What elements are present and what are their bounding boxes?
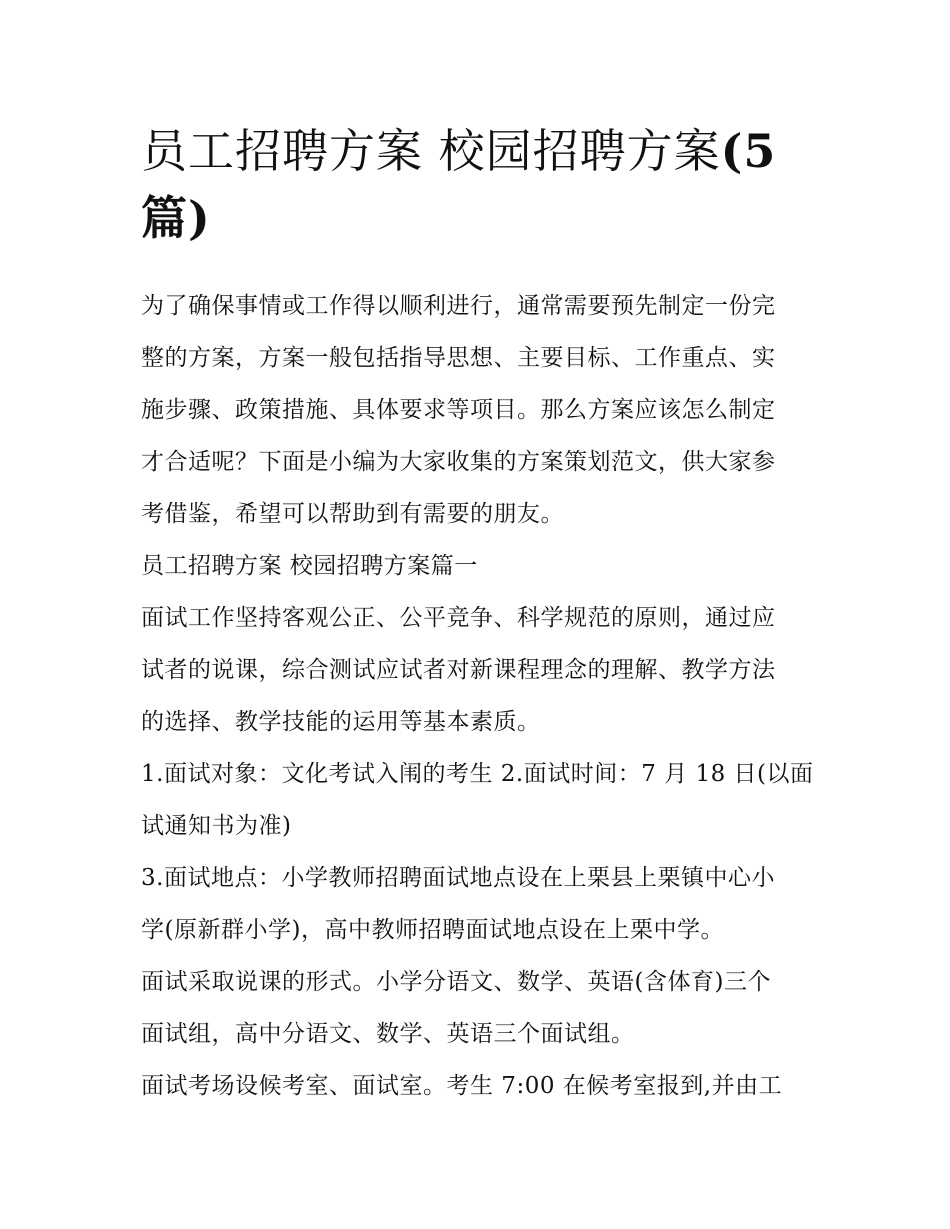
body-line: 试通知书为准) [141, 813, 292, 839]
intro-line: 考借鉴，希望可以帮助到有需要的朋友。 [141, 501, 564, 527]
document-title [141, 118, 821, 252]
title-count-open: (5 [720, 124, 777, 178]
body-line: 面试考场设候考室、面试室。考生 7:00 在候考室报到,并由工 [141, 1073, 783, 1099]
body-paragraph-rooms [141, 1060, 821, 1112]
intro-line: 施步骤、政策措施、具体要求等项目。那么方案应该怎么制定 [141, 397, 776, 423]
section-heading-text: 员工招聘方案 校园招聘方案篇一 [141, 553, 478, 579]
intro-line: 为了确保事情或工作得以顺利进行，通常需要预先制定一份完 [141, 293, 776, 319]
document-page [141, 118, 821, 1112]
intro-paragraph [141, 280, 821, 540]
body-line: 3.面试地点：小学教师招聘面试地点设在上栗县上栗镇中心小 [141, 865, 775, 891]
title-line-2: 篇) [141, 191, 211, 245]
body-line: 的选择、教学技能的运用等基本素质。 [141, 709, 541, 735]
body-line: 面试工作坚持客观公正、公平竞争、科学规范的原则，通过应 [141, 605, 776, 631]
body-paragraph-format [141, 956, 821, 1060]
body-paragraph-object-time [141, 748, 821, 852]
body-paragraph-location [141, 852, 821, 956]
body-line: 面试组，高中分语文、数学、英语三个面试组。 [141, 1021, 635, 1047]
intro-line: 整的方案，方案一般包括指导思想、主要目标、工作重点、实 [141, 345, 776, 371]
intro-line: 才合适呢？下面是小编为大家收集的方案策划范文，供大家参 [141, 449, 776, 475]
body-line: 面试采取说课的形式。小学分语文、数学、英语(含体育)三个 [141, 969, 771, 995]
section-heading [141, 540, 821, 592]
body-line: 试者的说课，综合测试应试者对新课程理念的理解、教学方法 [141, 657, 776, 683]
body-line: 1.面试对象：文化考试入闱的考生 2.面试时间：7 月 18 日(以面 [141, 761, 814, 787]
body-line: 学(原新群小学)，高中教师招聘面试地点设在上栗中学。 [141, 917, 724, 943]
title-text: 员工招聘方案 校园招聘方案 [141, 124, 721, 178]
title-line-1 [141, 118, 821, 185]
body-paragraph-principles [141, 592, 821, 748]
